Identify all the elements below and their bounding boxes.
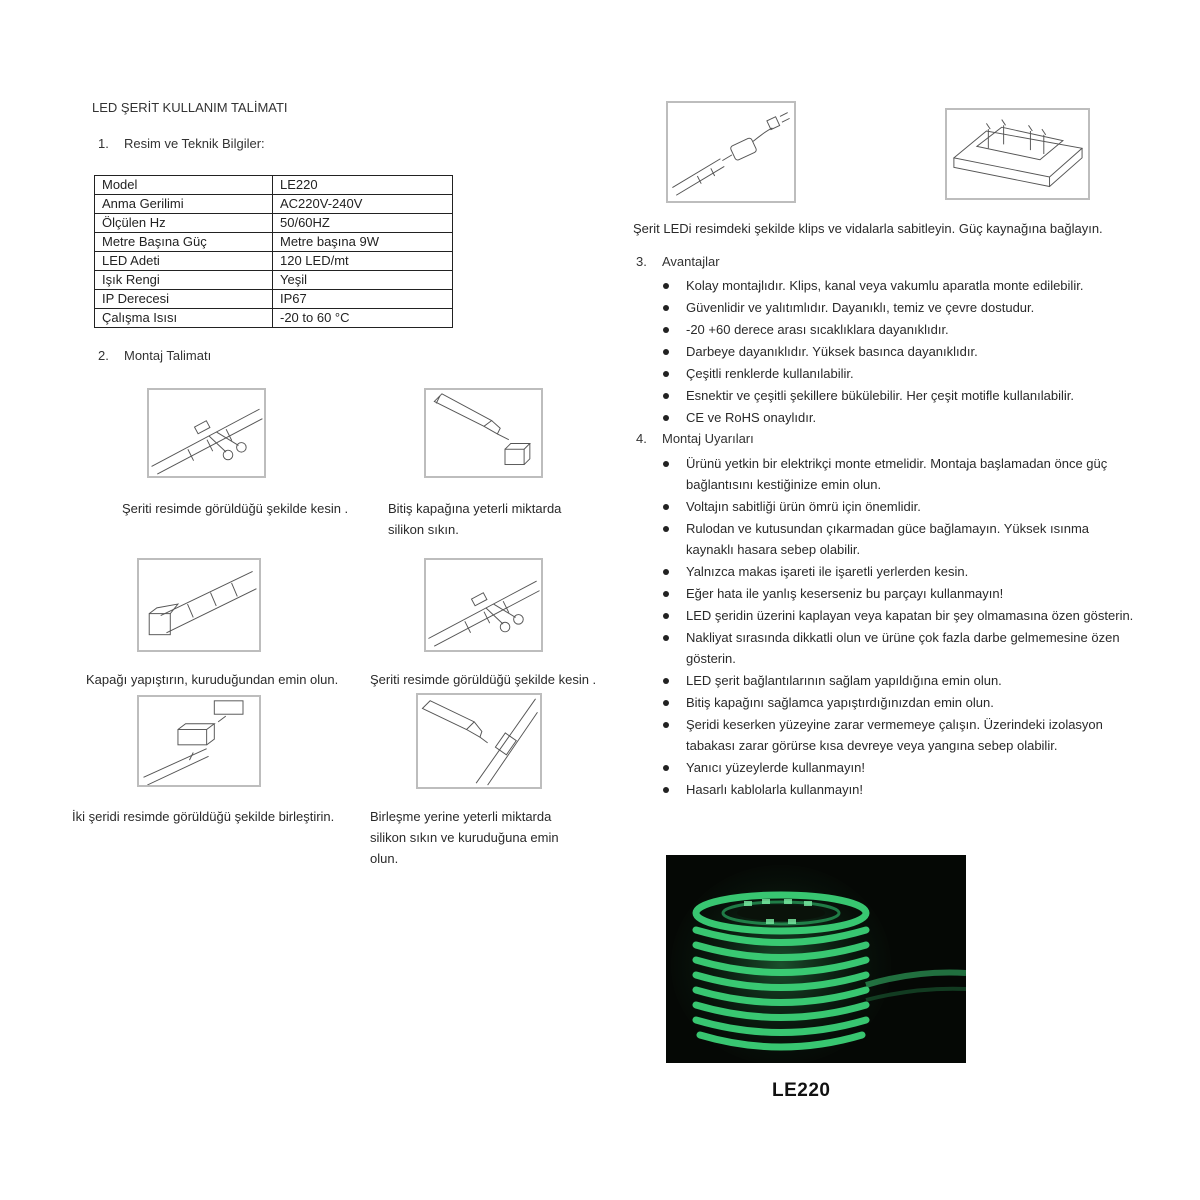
section-1-number: 1. [98, 136, 109, 151]
section-4-heading [636, 431, 754, 446]
step-caption: Bitiş kapağına yeterli miktarda silikon sıkın. [388, 501, 562, 537]
section-1-label: Resim ve Teknik Bilgiler: [124, 136, 265, 151]
figure-cut-strip [147, 388, 266, 478]
section-4-number: 4. [636, 431, 647, 446]
section-3-label: Avantajlar [662, 254, 720, 269]
table-row [95, 309, 453, 328]
figure-silicone-joint [416, 693, 542, 789]
spec-value: 120 LED/mt [273, 252, 453, 271]
table-row [95, 271, 453, 290]
fix-note: Şerit LEDi resimdeki şekilde klips ve vidalarla sabitleyin. Güç kaynağına bağlayın. [633, 221, 1103, 236]
spec-value: Yeşil [273, 271, 453, 290]
list-item: Bitiş kapağını sağlamca yapıştırdığınızdan emin olun. [660, 692, 1140, 713]
warnings-list [660, 453, 1140, 800]
figure-cut-strip-2 [424, 558, 543, 652]
figure-power-adapter [666, 101, 796, 203]
list-item: Darbeye dayanıklıdır. Yüksek basınca dayanıklıdır. [660, 341, 1160, 362]
product-model-label: LE220 [772, 1080, 831, 1101]
section-2-number: 2. [98, 348, 109, 363]
spec-key: Model [95, 176, 273, 195]
mounting-clip-icon [947, 110, 1088, 198]
list-item: Voltajın sabitliği ürün ömrü için önemlidir. [660, 496, 1140, 517]
list-item: LED şerit bağlantılarının sağlam yapıldığına emin olun. [660, 670, 1140, 691]
spec-key: Anma Gerilimi [95, 195, 273, 214]
list-item: Eğer hata ile yanlış keserseniz bu parçayı kullanmayın! [660, 583, 1140, 604]
table-row [95, 214, 453, 233]
section-3-heading [636, 254, 720, 269]
list-item: Şeridi keserken yüzeyine zarar vermemeye çalışın. Üzerindeki izolasyon tabakası zarar görürse kısa devreye veya yangına sebep olabilir. [660, 714, 1140, 756]
list-item: Yanıcı yüzeylerde kullanmayın! [660, 757, 1140, 778]
scissors-icon [149, 390, 264, 476]
spec-value: Metre başına 9W [273, 233, 453, 252]
advantages-list [660, 275, 1160, 428]
led-coil-image [666, 855, 966, 1063]
list-item: Nakliyat sırasında dikkatli olun ve ürüne çok fazla darbe gelmemesine özen gösterin. [660, 627, 1140, 669]
section-4-label: Montaj Uyarıları [662, 431, 754, 446]
spec-key: IP Derecesi [95, 290, 273, 309]
power-adapter-icon [668, 103, 794, 201]
section-1-heading [98, 136, 265, 151]
table-row [95, 176, 453, 195]
spec-value: -20 to 60 °C [273, 309, 453, 328]
connector-icon [139, 697, 259, 785]
document-title: LED ŞERİT KULLANIM TALİMATI [92, 100, 288, 115]
scissors-icon [426, 560, 541, 650]
step-caption: Kapağı yapıştırın, kuruduğundan emin olun. [86, 672, 339, 687]
silicone-tube-icon [426, 390, 541, 476]
spec-key: LED Adeti [95, 252, 273, 271]
spec-key: Çalışma Isısı [95, 309, 273, 328]
spec-value: 50/60HZ [273, 214, 453, 233]
list-item: Çeşitli renklerde kullanılabilir. [660, 363, 1160, 384]
table-row [95, 233, 453, 252]
list-item: LED şeridin üzerini kaplayan veya kapatan bir şey olmamasına özen gösterin. [660, 605, 1140, 626]
spec-key: Işık Rengi [95, 271, 273, 290]
list-item: Hasarlı kablolarla kullanmayın! [660, 779, 1140, 800]
list-item: Güvenlidir ve yalıtımlıdır. Dayanıklı, temiz ve çevre dostudur. [660, 297, 1160, 318]
list-item: Kolay montajlıdır. Klips, kanal veya vakumlu aparatla monte edilebilir. [660, 275, 1160, 296]
table-row [95, 290, 453, 309]
step-caption: İki şeridi resimde görüldüğü şekilde birleştirin. [72, 809, 335, 824]
step-caption: Birleşme yerine yeterli miktarda silikon sıkın ve kuruduğuna emin olun. [370, 809, 559, 866]
section-3-number: 3. [636, 254, 647, 269]
spec-value: IP67 [273, 290, 453, 309]
spec-value: LE220 [273, 176, 453, 195]
spec-key: Metre Başına Güç [95, 233, 273, 252]
list-item: -20 +60 derece arası sıcaklıklara dayanıklıdır. [660, 319, 1160, 340]
table-row [95, 195, 453, 214]
figure-connector [137, 695, 261, 787]
spec-value: AC220V-240V [273, 195, 453, 214]
figure-mounting-clips [945, 108, 1090, 200]
step-caption: Şeriti resimde görüldüğü şekilde kesin . [122, 501, 349, 516]
spec-table [94, 175, 453, 328]
product-photo [666, 855, 966, 1063]
figure-end-cap [137, 558, 261, 652]
silicone-tube-icon [418, 695, 540, 787]
end-cap-icon [139, 560, 259, 650]
table-row [95, 252, 453, 271]
figure-silicone-cap [424, 388, 543, 478]
step-caption: Şeriti resimde görüldüğü şekilde kesin . [370, 672, 597, 687]
list-item: Esnektir ve çeşitli şekillere bükülebilir. Her çeşit motifle kullanılabilir. [660, 385, 1160, 406]
list-item: Yalnızca makas işareti ile işaretli yerlerden kesin. [660, 561, 1140, 582]
list-item: Ürünü yetkin bir elektrikçi monte etmelidir. Montaja başlamadan önce güç bağlantısını kestiğinize emin olun. [660, 453, 1140, 495]
section-2-heading [98, 348, 211, 363]
section-2-label: Montaj Talimatı [124, 348, 212, 363]
list-item: Rulodan ve kutusundan çıkarmadan güce bağlamayın. Yüksek ısınma kaynaklı hasara sebep olabilir. [660, 518, 1140, 560]
spec-key: Ölçülen Hz [95, 214, 273, 233]
list-item: CE ve RoHS onaylıdır. [660, 407, 1160, 428]
